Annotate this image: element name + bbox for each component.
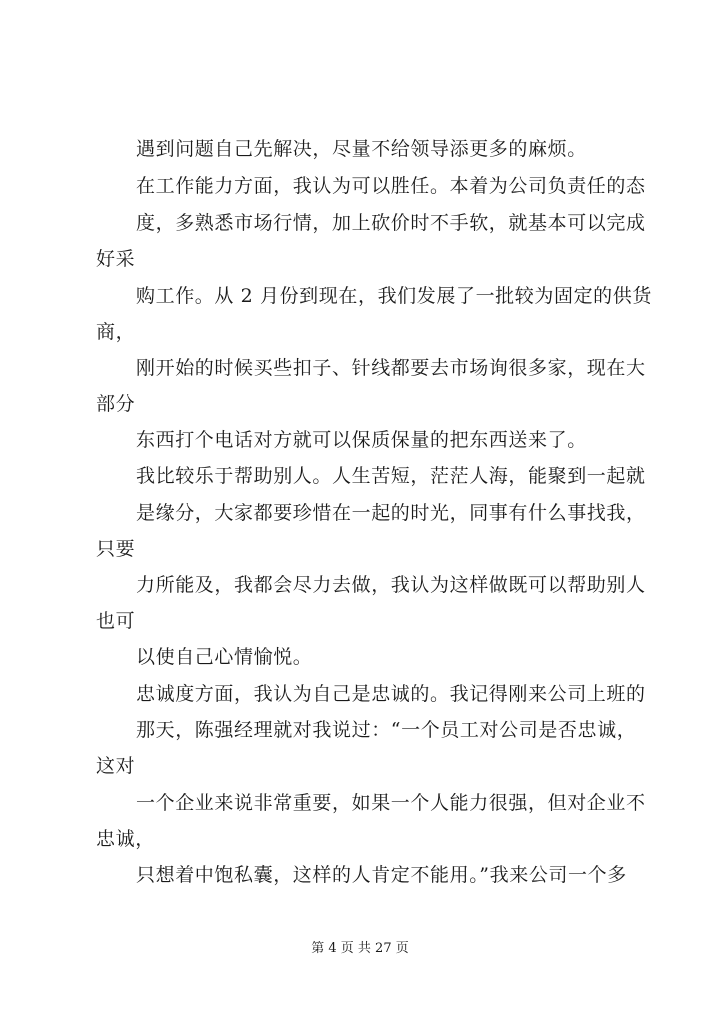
text-line: 好采 (96, 248, 136, 270)
text-line: 商， (96, 321, 136, 343)
text-line: 是缘分，大家都要珍惜在一起的时光，同事有什么事找我， (136, 502, 646, 524)
text-line: 那天，陈强经理就对我说过：“一个员工对公司是否忠诚， (136, 719, 637, 741)
text-line: 部分 (96, 393, 136, 415)
text-line: 这对 (96, 755, 136, 777)
text-line: 只想着中饱私囊，这样的人肯定不能用。”我来公司一个多 (136, 864, 627, 886)
text-line: 购工作。从 2 月份到现在，我们发展了一批较为固定的供货 (136, 285, 652, 307)
text-line: 在工作能力方面，我认为可以胜任。本着为公司负责任的态 (136, 175, 646, 197)
text-line: 也可 (96, 610, 136, 632)
text-line: 我比较乐于帮助别人。人生苦短，茫茫人海，能聚到一起就 (136, 465, 646, 487)
text-line: 忠诚， (96, 828, 155, 850)
text-line: 度，多熟悉市场行情，加上砍价时不手软，就基本可以完成 (136, 212, 646, 234)
text-line: 忠诚度方面，我认为自己是忠诚的。我记得刚来公司上班的 (136, 683, 646, 705)
text-line: 一个企业来说非常重要，如果一个人能力很强，但对企业不 (136, 792, 646, 814)
text-line: 力所能及，我都会尽力去做，我认为这样做既可以帮助别人 (136, 574, 646, 596)
text-line: 只要 (96, 538, 136, 560)
text-line: 刚开始的时候买些扣子、针线都要去市场询很多家，现在大 (136, 357, 646, 379)
text-line: 遇到问题自己先解决，尽量不给领导添更多的麻烦。 (136, 138, 587, 160)
text-line: 东西打个电话对方就可以保质保量的把东西送来了。 (136, 429, 587, 451)
text-line: 以使自己心情愉悦。 (136, 646, 313, 668)
page-number-footer: 第 4 页 共 27 页 (311, 941, 409, 956)
